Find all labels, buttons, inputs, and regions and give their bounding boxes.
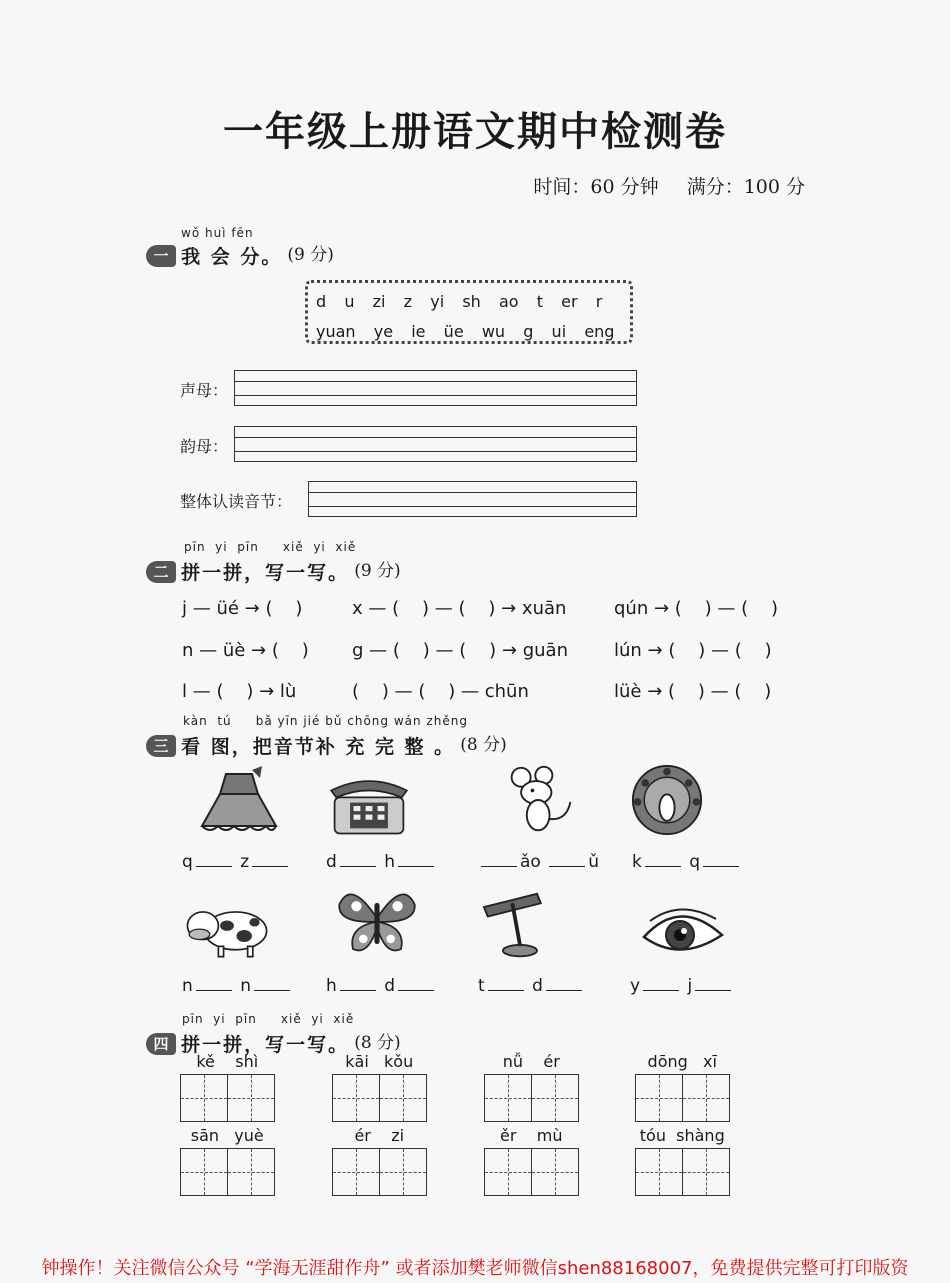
fill-mouse-b: ǔ xyxy=(588,852,600,872)
tian-box[interactable] xyxy=(531,1074,579,1122)
word-pinyin: tóu shàng xyxy=(639,1126,725,1145)
blank[interactable] xyxy=(254,977,290,991)
fill-lamp-a: t xyxy=(478,976,485,996)
tian-box[interactable] xyxy=(227,1148,275,1196)
word-pinyin: nǚ ér xyxy=(502,1052,560,1071)
tian-box[interactable] xyxy=(379,1074,427,1122)
eye-picture xyxy=(640,896,726,968)
blank[interactable] xyxy=(340,977,376,991)
section4-title: 拼一拼，写一写。 xyxy=(181,1034,350,1056)
page-title: 一年级上册语文期中检测卷 xyxy=(223,109,727,155)
tian-box[interactable] xyxy=(484,1074,532,1122)
fill-skirt-b: z xyxy=(240,852,250,872)
fill-peacock xyxy=(632,852,742,872)
section3-title: 看 图，把音节补 充 完 整 。 xyxy=(181,736,456,758)
lamp-picture xyxy=(476,890,562,962)
fill-skirt-a: q xyxy=(182,852,193,872)
word-grid xyxy=(635,1126,730,1196)
fill-butterfly-b: d xyxy=(384,976,395,996)
tian-box[interactable] xyxy=(635,1074,683,1122)
blank[interactable] xyxy=(340,853,376,867)
word-grid xyxy=(484,1126,579,1196)
fill-mouse xyxy=(478,852,599,872)
exercise-row2-col2: g — ( ) — ( ) → guān xyxy=(352,640,568,661)
section2-pinyin: pīn yi pīn xiě yi xiě xyxy=(184,540,357,554)
blank[interactable] xyxy=(549,853,585,867)
initials-write-lines[interactable] xyxy=(234,370,637,406)
section3-heading xyxy=(146,730,507,759)
fill-peacock-a: k xyxy=(632,852,642,872)
section1-heading xyxy=(146,240,334,269)
tian-box[interactable] xyxy=(379,1148,427,1196)
word-pinyin: kāi kǒu xyxy=(345,1052,414,1071)
letter-box-row2: yuan ye ie üe wu g ui eng xyxy=(316,322,615,341)
blank[interactable] xyxy=(196,977,232,991)
tian-box[interactable] xyxy=(484,1148,532,1196)
section3-pinyin: kàn tú bǎ yīn jié bǔ chōng wán zhěng xyxy=(183,714,468,728)
blank[interactable] xyxy=(488,977,524,991)
cow-picture xyxy=(184,894,270,966)
section2-score: (9 分) xyxy=(354,561,401,581)
butterfly-picture xyxy=(334,884,420,956)
exercise-row3-col3: lüè → ( ) — ( ) xyxy=(614,681,772,702)
initials-label: 声母： xyxy=(180,381,229,400)
blank[interactable] xyxy=(398,977,434,991)
exercise-row3-col2: ( ) — ( ) — chūn xyxy=(352,681,529,702)
section4-score: (8 分) xyxy=(354,1033,401,1053)
word-pinyin: ér zi xyxy=(354,1126,405,1145)
section2-badge: 二 xyxy=(146,561,176,583)
fill-eye-a: y xyxy=(630,976,641,996)
exercise-row3-col1: l — ( ) → lù xyxy=(182,681,297,702)
blank[interactable] xyxy=(481,853,517,867)
fill-butterfly xyxy=(326,976,437,996)
blank[interactable] xyxy=(196,853,232,867)
tian-box[interactable] xyxy=(682,1074,730,1122)
tian-box[interactable] xyxy=(227,1074,275,1122)
tian-box[interactable] xyxy=(635,1148,683,1196)
exercise-row1-col2: x — ( ) — ( ) → xuān xyxy=(352,598,567,619)
blank[interactable] xyxy=(643,977,679,991)
fill-lamp-b: d xyxy=(532,976,543,996)
exercise-row1-col1: j — üé → ( ) xyxy=(182,598,303,619)
skirt-picture xyxy=(196,764,282,836)
tian-box[interactable] xyxy=(332,1148,380,1196)
syllables-label: 整体认读音节： xyxy=(180,492,293,511)
finals-label: 韵母： xyxy=(180,437,229,456)
time-limit: 时间：60 分钟 xyxy=(533,176,659,198)
fill-skirt xyxy=(182,852,291,872)
fill-cow-b: n xyxy=(240,976,251,996)
blank[interactable] xyxy=(398,853,434,867)
section2-title: 拼一拼，写一写。 xyxy=(181,562,350,584)
section2-heading xyxy=(146,556,401,585)
fill-telephone xyxy=(326,852,437,872)
blank[interactable] xyxy=(695,977,731,991)
section1-pinyin: wǒ huì fēn xyxy=(181,226,254,240)
word-grid xyxy=(180,1126,275,1196)
tian-box[interactable] xyxy=(332,1074,380,1122)
blank[interactable] xyxy=(546,977,582,991)
exam-meta xyxy=(511,172,805,199)
word-pinyin: kě shì xyxy=(196,1052,259,1071)
fill-cow xyxy=(182,976,293,996)
mouse-picture xyxy=(498,764,584,836)
promo-footer: 钟操作！关注微信公众号 “学海无涯甜作舟” 或者添加樊老师微信shen88168007，免费提供完整可打印版资 xyxy=(41,1258,909,1279)
section1-badge: 一 xyxy=(146,245,176,267)
fill-lamp xyxy=(478,976,585,996)
blank[interactable] xyxy=(645,853,681,867)
blank[interactable] xyxy=(252,853,288,867)
word-grid xyxy=(484,1052,579,1122)
section4-badge: 四 xyxy=(146,1033,176,1055)
fill-mouse-a: ǎo xyxy=(520,852,541,872)
peacock-picture xyxy=(624,764,710,836)
exercise-row2-col3: lún → ( ) — ( ) xyxy=(614,640,772,661)
syllables-write-lines[interactable] xyxy=(308,481,637,517)
word-grid xyxy=(332,1052,427,1122)
tian-box[interactable] xyxy=(180,1074,228,1122)
word-grid xyxy=(635,1052,730,1122)
section3-score: (8 分) xyxy=(460,735,507,755)
fill-phone-a: d xyxy=(326,852,337,872)
word-pinyin: dōng xī xyxy=(647,1052,717,1071)
blank[interactable] xyxy=(703,853,739,867)
fill-butterfly-a: h xyxy=(326,976,337,996)
tian-box[interactable] xyxy=(531,1148,579,1196)
fill-eye xyxy=(630,976,734,996)
tian-box[interactable] xyxy=(682,1148,730,1196)
finals-write-lines[interactable] xyxy=(234,426,637,462)
fill-peacock-b: q xyxy=(689,852,701,872)
fill-cow-a: n xyxy=(182,976,193,996)
telephone-picture xyxy=(326,770,412,842)
word-pinyin: ěr mù xyxy=(500,1126,563,1145)
letter-box xyxy=(305,280,633,344)
section1-score: (9 分) xyxy=(287,245,334,265)
full-score: 满分：100 分 xyxy=(686,176,805,198)
exercise-row1-col3: qún → ( ) — ( ) xyxy=(614,598,779,619)
word-pinyin: sān yuè xyxy=(190,1126,264,1145)
exercise-row2-col1: n — üè → ( ) xyxy=(182,640,309,661)
tian-box[interactable] xyxy=(180,1148,228,1196)
section1-title: 我 会 分。 xyxy=(181,246,283,268)
section4-pinyin: pīn yi pīn xiě yi xiě xyxy=(182,1012,355,1026)
word-grid xyxy=(180,1052,275,1122)
letter-box-row1: d u zi z yi sh ao t er r xyxy=(316,292,603,311)
word-grid xyxy=(332,1126,427,1196)
fill-phone-b: h xyxy=(384,852,395,872)
fill-eye-b: j xyxy=(687,976,693,996)
section3-badge: 三 xyxy=(146,735,176,757)
